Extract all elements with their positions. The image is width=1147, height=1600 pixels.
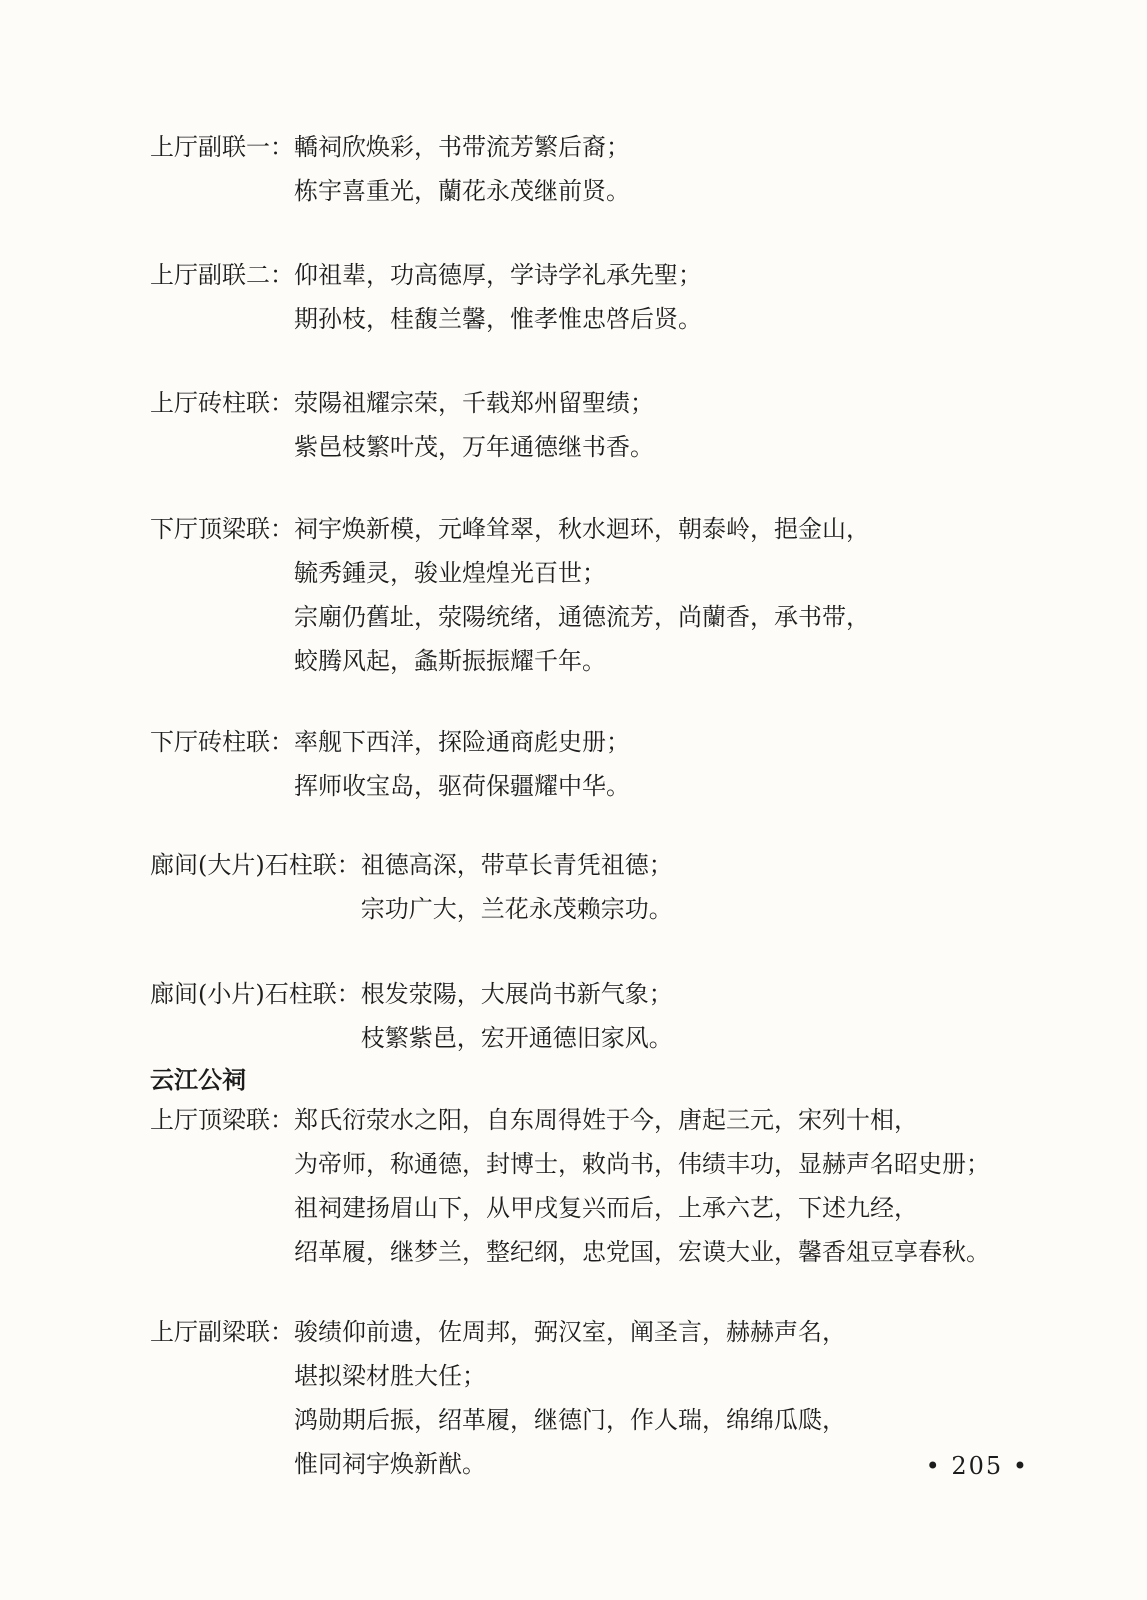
couplet-label: 上厅顶梁联： [150, 1106, 294, 1134]
couplet-line: 率舰下西洋，探险通商彪史册； [294, 728, 630, 756]
couplet-label: 廊间(大片)石柱联： [150, 851, 361, 879]
couplet-line: 骏绩仰前遗，佐周邦，弼汉室，阐圣言，赫赫声名， [294, 1318, 846, 1346]
couplet-line: 祖祠建扬眉山下，从甲戌复兴而后，上承六艺，下述九经， [294, 1194, 918, 1222]
couplet-corridor-large-stone-pillar [150, 843, 673, 931]
couplet-line: 鸿勋期后振，绍革履，继德门，作人瑞，绵绵瓜瓞， [294, 1406, 846, 1434]
couplet-line: 轎祠欣焕彩，书带流芳繁后裔； [294, 133, 630, 161]
page-number: • 205 • [925, 1452, 1029, 1480]
couplet-label: 下厅顶梁联： [150, 515, 294, 543]
couplet-line: 祖德高深，带草长青凭祖德； [360, 851, 673, 879]
couplet-line: 期孙枝，桂馥兰馨，惟孝惟忠啓后贤。 [294, 305, 702, 333]
couplet-label: 上厅副联二： [150, 261, 294, 289]
couplet-line: 为帝师，称通德，封博士，敕尚书，伟绩丰功，显赫声名昭史册； [294, 1150, 990, 1178]
couplet-line: 宗廟仍舊址，荥陽统绪，通德流芳，尚蘭香，承书带， [294, 603, 870, 631]
couplet-upper-hall-brick-pillar [150, 381, 654, 469]
couplet-lower-hall-top-beam [150, 507, 870, 683]
couplet-label: 上厅副梁联： [150, 1318, 294, 1346]
couplet-line: 堪拟梁材胜大任； [294, 1362, 486, 1390]
couplet-line: 惟同祠宇焕新猷。 [294, 1450, 486, 1478]
section-title: 云江公祠 [150, 1066, 246, 1094]
couplet-line: 祠宇焕新模，元峰耸翠，秋水迴环，朝泰岭，挹金山， [294, 515, 870, 543]
couplet-yunjiang-upper-hall-top-beam [150, 1098, 990, 1274]
couplet-line: 仰祖辈，功高德厚，学诗学礼承先聖； [294, 261, 702, 289]
couplet-line: 宗功广大，兰花永茂赖宗功。 [360, 895, 673, 923]
couplet-label: 上厅副联一： [150, 133, 294, 161]
couplet-corridor-small-stone-pillar [150, 972, 673, 1060]
couplet-line: 紫邑枝繁叶茂，万年通德继书香。 [294, 433, 654, 461]
couplet-line: 蛟腾风起，螽斯振振耀千年。 [294, 647, 606, 675]
couplet-upper-hall-side-1 [150, 125, 630, 213]
couplet-line: 绍革履，继梦兰，整纪纲，忠党国，宏谟大业，馨香俎豆享春秋。 [294, 1238, 990, 1266]
couplet-line: 郑氏衍荥水之阳，自东周得姓于今，唐起三元，宋列十相， [294, 1106, 918, 1134]
couplet-line: 枝繁紫邑，宏开通德旧家风。 [360, 1024, 673, 1052]
couplet-line: 根发荥陽，大展尚书新气象； [360, 980, 673, 1008]
couplet-label: 上厅砖柱联： [150, 389, 294, 417]
couplet-line: 挥师收宝岛，驱荷保疆耀中华。 [294, 772, 630, 800]
couplet-line: 栋宇喜重光，蘭花永茂继前贤。 [294, 177, 630, 205]
couplet-line: 毓秀鍾灵，骏业煌煌光百世； [294, 559, 606, 587]
couplet-upper-hall-side-2 [150, 253, 702, 341]
couplet-line: 荥陽祖耀宗荣，千载郑州留聖绩； [294, 389, 654, 417]
couplet-lower-hall-brick-pillar [150, 720, 630, 808]
couplet-yunjiang-upper-hall-side-beam [150, 1310, 846, 1486]
couplet-label: 廊间(小片)石柱联： [150, 980, 361, 1008]
couplet-label: 下厅砖柱联： [150, 728, 294, 756]
